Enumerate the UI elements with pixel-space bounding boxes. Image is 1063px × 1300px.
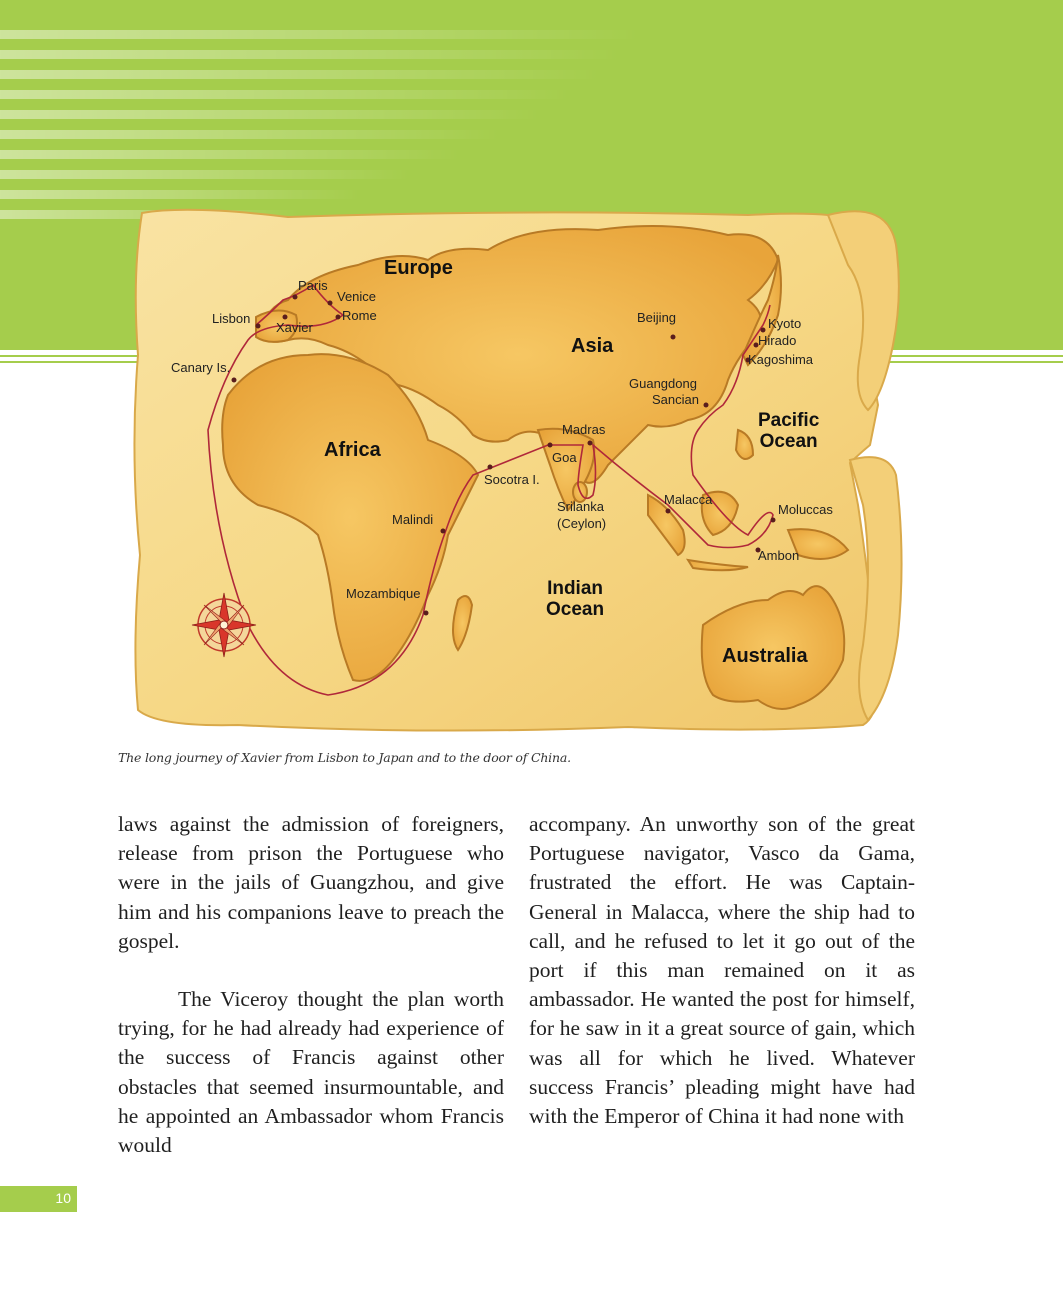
- label-moluccas: Moluccas: [778, 502, 833, 517]
- label-ceylon: (Ceylon): [557, 516, 607, 531]
- label-xavier: Xavier: [276, 320, 313, 335]
- text-column-left: [118, 810, 504, 1189]
- page-number: 10: [55, 1190, 71, 1206]
- label-indian-ocean: Indian Ocean: [546, 578, 605, 620]
- page-number-tab: [0, 1186, 77, 1212]
- label-mozambique: Mozambique: [346, 586, 421, 601]
- label-goa: Goa: [552, 450, 577, 465]
- label-paris: Paris: [298, 278, 328, 293]
- label-srilanka: Srilanka: [557, 499, 604, 514]
- journey-map: [128, 205, 908, 735]
- label-ambon: Ambon: [758, 548, 800, 563]
- paragraph: laws against the admission of foreigners, release from prison the Portuguese who were in the jails of Guangzhou, and give him and his companions leave to preach the gospel.: [118, 812, 504, 953]
- label-venice: Venice: [337, 289, 377, 304]
- label-europe: Europe: [384, 257, 453, 279]
- label-malindi: Malindi: [392, 512, 434, 527]
- label-guangdong: Guangdong: [629, 376, 697, 391]
- label-malacca: Malacca: [664, 492, 713, 507]
- text-column-right: [529, 810, 915, 1160]
- label-madras: Madras: [562, 422, 606, 437]
- label-kyoto: Kyoto: [768, 316, 802, 331]
- header-stripes: [0, 0, 640, 236]
- paragraph: The Viceroy thought the plan worth trying, for he had already had experience of the success of Francis against other obstacles that seemed insurmountable, and he appointed an Ambassador whom Francis would: [118, 987, 504, 1158]
- label-pacific-ocean: Pacific Ocean: [758, 410, 820, 452]
- label-sancian: Sancian: [652, 392, 699, 407]
- paragraph: accompany. An unworthy son of the great Portuguese navigator, Vasco da Gama, frustrated the effort. He was Captain-General in Malacca, where the ship had to call, and he refused to let it go out of the port if this man remained on it as ambassador. He wanted the post for himself, for he saw in it a great source of gain, which was all for which he lived. Whatever success Francis’ pleading might have had with the Emperor of China it had none with: [529, 812, 915, 1129]
- label-kagoshima: Kagoshima: [748, 352, 814, 367]
- map-caption: The long journey of Xavier from Lisbon to Japan and to the door of China.: [118, 750, 571, 765]
- label-rome: Rome: [342, 308, 377, 323]
- label-australia: Australia: [722, 645, 808, 667]
- label-socotra: Socotra I.: [484, 472, 540, 487]
- label-asia: Asia: [571, 335, 614, 357]
- label-lisbon: Lisbon: [212, 311, 251, 326]
- label-hirado: Hirado: [758, 333, 797, 348]
- label-africa: Africa: [324, 439, 381, 461]
- label-canary-islands: Canary Is.: [171, 360, 231, 375]
- label-beijing: Beijing: [637, 310, 677, 325]
